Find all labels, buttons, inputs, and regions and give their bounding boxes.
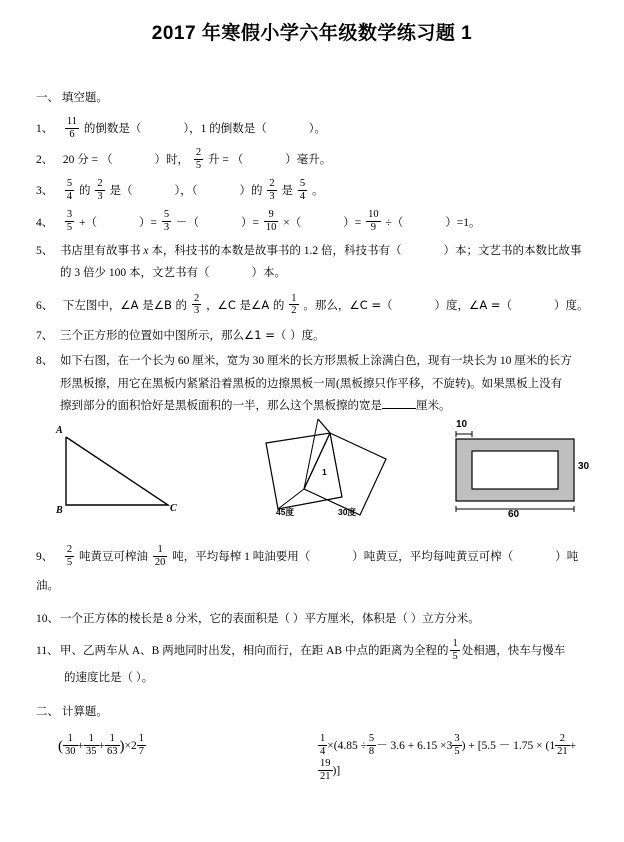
fraction-11-6: $\frac{11}{6}$ (66, 115, 77, 140)
figure-squares (234, 419, 404, 529)
fraction-1-30: $\frac{1}{30}$ (65, 733, 76, 758)
question-8 (34, 350, 590, 417)
calculation-row (34, 733, 590, 783)
fraction-1-5: $\frac{1}{5}$ (452, 638, 458, 662)
question-4-text-h: ）=1。 (445, 216, 481, 229)
figure-triangle (48, 425, 188, 525)
question-10 (34, 608, 590, 630)
question-3-text-a: 的 (79, 185, 91, 198)
calc2-text-c: ) + [5.5 － 1.75 × (1 (461, 739, 556, 752)
question-5-text-c: ）本；文艺书的本数比故事 (443, 244, 582, 257)
question-2 (34, 146, 590, 174)
fraction-1-20: $\frac{1}{20}$ (154, 544, 166, 569)
question-8-line-2: 形黑板擦，用它在黑板内紧紧沿着黑板的边擦黑板一周(黑板擦只作平移，不旋转)。如果黑板上没有 (60, 377, 563, 390)
question-1 (34, 115, 590, 143)
question-3 (34, 177, 590, 205)
question-11-number: 11、 (36, 645, 59, 658)
calc2-text-b: － 3.6 + 6.15 × (376, 739, 447, 752)
question-5-text-b: 本，科技书的本数是故事书的 1.2 倍，科技书有（ (148, 244, 402, 257)
question-1-number: 1、 (36, 123, 54, 135)
question-9 (34, 543, 590, 599)
question-4-text-g: ÷（ (385, 216, 404, 229)
fraction-19-21: $\frac{19}{21}$ (320, 758, 331, 783)
triangle-svg (48, 425, 188, 525)
fraction-5-4-b: $\frac{5}{4}$ (299, 178, 306, 203)
fraction-2-3-b: $\frac{2}{3}$ (269, 178, 275, 203)
question-2-text-b: ）时， (154, 154, 189, 167)
question-4-text-f: ）= (343, 216, 362, 229)
question-2-number: 2、 (36, 154, 54, 167)
triangle-vertex-c: C (170, 503, 177, 515)
question-3-number: 3、 (36, 185, 54, 198)
fraction-2-21: $\frac{2}{21}$ (557, 733, 568, 758)
section-heading-compute: 二、 计算题。 (36, 706, 108, 719)
fraction-1-7: $\frac{1}{7}$ (138, 733, 144, 758)
question-2-text-c: 升 = （ (208, 154, 244, 167)
section-heading-fill-in: 一、 填空题。 (36, 92, 108, 104)
fraction-2-5-b: $\frac{2}{5}$ (66, 544, 73, 569)
fraction-5-3: $\frac{5}{3}$ (163, 209, 170, 234)
question-9-text-d: ）吨油。 (36, 551, 579, 592)
question-9-text-c: ）吨黄豆，平均每吨黄豆可榨（ (352, 551, 514, 564)
calc2-text-a: ×(4.85 ÷ (327, 739, 367, 752)
triangle-vertex-a: A (56, 425, 63, 437)
angle-45-label: 45度 (276, 507, 294, 518)
question-9-number: 9、 (36, 551, 54, 564)
question-2-text-a: 20 分 = （ (62, 154, 113, 167)
question-4-text-c: －（ (176, 216, 199, 229)
question-7-number: 7、 (36, 329, 54, 342)
question-9-text-b: 吨，平均每榨 1 吨油要用（ (172, 551, 311, 564)
question-3-text-f: 。 (312, 185, 324, 198)
question-5-text-a: 书店里有故事书 (60, 244, 144, 257)
question-5 (34, 240, 590, 285)
question-5-text-e: ）本。 (251, 267, 286, 280)
triangle-vertex-b: B (56, 505, 63, 517)
fraction-5-8: $\frac{5}{8}$ (368, 733, 375, 758)
fraction-5-4: $\frac{5}{4}$ (66, 178, 73, 203)
fraction-2-5: $\frac{2}{5}$ (195, 147, 202, 171)
question-3-text-e: 是 (281, 185, 293, 198)
rect-top-measure: 10 (456, 419, 468, 431)
question-6-text-c: 。那么，∠C =（ (303, 297, 393, 312)
question-3-text-c: ），（ (174, 185, 198, 198)
question-6 (34, 291, 590, 320)
question-4-text-a: +（ (79, 216, 97, 229)
question-7 (34, 324, 590, 347)
question-3-text-b: 是（ (109, 185, 133, 198)
rect-right-measure: 30 (578, 461, 590, 473)
mixed-whole-2: 2 (131, 739, 137, 752)
fraction-3-5-b: $\frac{3}{5}$ (454, 733, 460, 758)
question-6-text-e: ）度。 (554, 299, 589, 312)
mixed-whole-3: 3 (446, 739, 453, 752)
calculation-expression-1: ( $\frac{1}{30}$ + $\frac{1}{35}$ + $\frac{1}{63}$ )×2 $\frac{1}{7}$ (58, 733, 144, 758)
question-9-text-a: 吨黄豆可榨油 (79, 551, 148, 564)
question-6-text-a: 下左图中，∠A 是∠B 的 (62, 297, 188, 312)
rectangle-svg (446, 425, 606, 525)
calc2-text-e: )] (332, 765, 341, 778)
question-4-text-b: ）= (139, 216, 157, 229)
question-8-number: 8、 (36, 355, 54, 368)
fraction-1-2: $\frac{1}{2}$ (291, 292, 297, 317)
question-4-text-d: ）= (241, 216, 259, 229)
question-11-text-a: 甲、乙两车从 A、B 两地同时出发，相向而行，在距 AB 中点的距离为全程的 (60, 645, 449, 658)
question-4-text-e: ×（ (283, 216, 302, 229)
fraction-2-3-c: $\frac{2}{3}$ (193, 292, 200, 317)
question-4-number: 4、 (36, 216, 54, 229)
figure-rectangle-board (446, 419, 624, 525)
fraction-3-5: $\frac{3}{5}$ (66, 209, 73, 234)
worksheet-page (0, 18, 624, 842)
question-11 (34, 638, 590, 689)
page-title: 2017 年寒假小学六年级数学练习题 1 (151, 23, 473, 44)
question-1-text-b: ），1 的倒数是（ (183, 123, 267, 135)
question-5-number: 5、 (36, 244, 54, 257)
question-2-text-d: ）毫升。 (285, 154, 332, 167)
fraction-1-63: $\frac{1}{63}$ (107, 733, 118, 758)
fraction-2-3: $\frac{2}{3}$ (97, 178, 103, 203)
question-1-text-c: ）。 (308, 123, 326, 135)
question-8-line-1: 如下右图，在一个长为 60 厘米，宽为 30 厘米的长方形黑板上涂满白色，现有一块长为 10 厘米的长方 (60, 355, 572, 368)
question-6-number: 6、 (36, 299, 54, 312)
fraction-1-4: $\frac{1}{4}$ (320, 733, 326, 758)
fraction-10-9: $\frac{10}{9}$ (368, 209, 379, 234)
question-11-text-c: 的速度比是（ ）。 (64, 671, 154, 684)
question-8-line-3a: 擦到部分的面积恰好是黑板面积的一半，那么这个黑板擦的宽是 (60, 399, 382, 412)
calc2-text-d: + (569, 739, 577, 752)
question-1-text-a: 的倒数是（ (83, 123, 142, 135)
answer-blank-underline[interactable] (382, 396, 416, 409)
question-6-text-d: ）度，∠A =（ (434, 297, 512, 312)
question-3-text-d: ）的 (239, 185, 263, 198)
question-4 (34, 209, 590, 237)
calculation-expression-2 (304, 733, 590, 783)
angle-30-label: 30度 (338, 507, 356, 518)
question-5-text-d: 的 3 倍少 100 本，文艺书有（ (60, 267, 210, 280)
fraction-9-10: $\frac{9}{10}$ (265, 209, 277, 234)
question-10-number: 10、 (36, 612, 59, 625)
variable-x: x (143, 244, 149, 257)
question-6-text-b: ，∠C 是∠A 的 (206, 297, 285, 312)
question-10-text: 一个正方体的棱长是 8 分米，它的表面积是（ ）平方厘米，体积是（ ）立方分米。 (60, 612, 480, 625)
question-8-line-3b: 厘米。 (416, 399, 451, 412)
square-angle-1-label: 1 (322, 467, 327, 478)
fraction-1-35: $\frac{1}{35}$ (86, 733, 97, 758)
question-7-text: 三个正方形的位置如中图所示，那么∠1 =（ ）度。 (60, 327, 325, 342)
question-11-text-b: 处相遇，快车与慢车 (461, 645, 566, 658)
figures-row (34, 419, 590, 533)
rect-bottom-measure: 60 (508, 509, 520, 521)
